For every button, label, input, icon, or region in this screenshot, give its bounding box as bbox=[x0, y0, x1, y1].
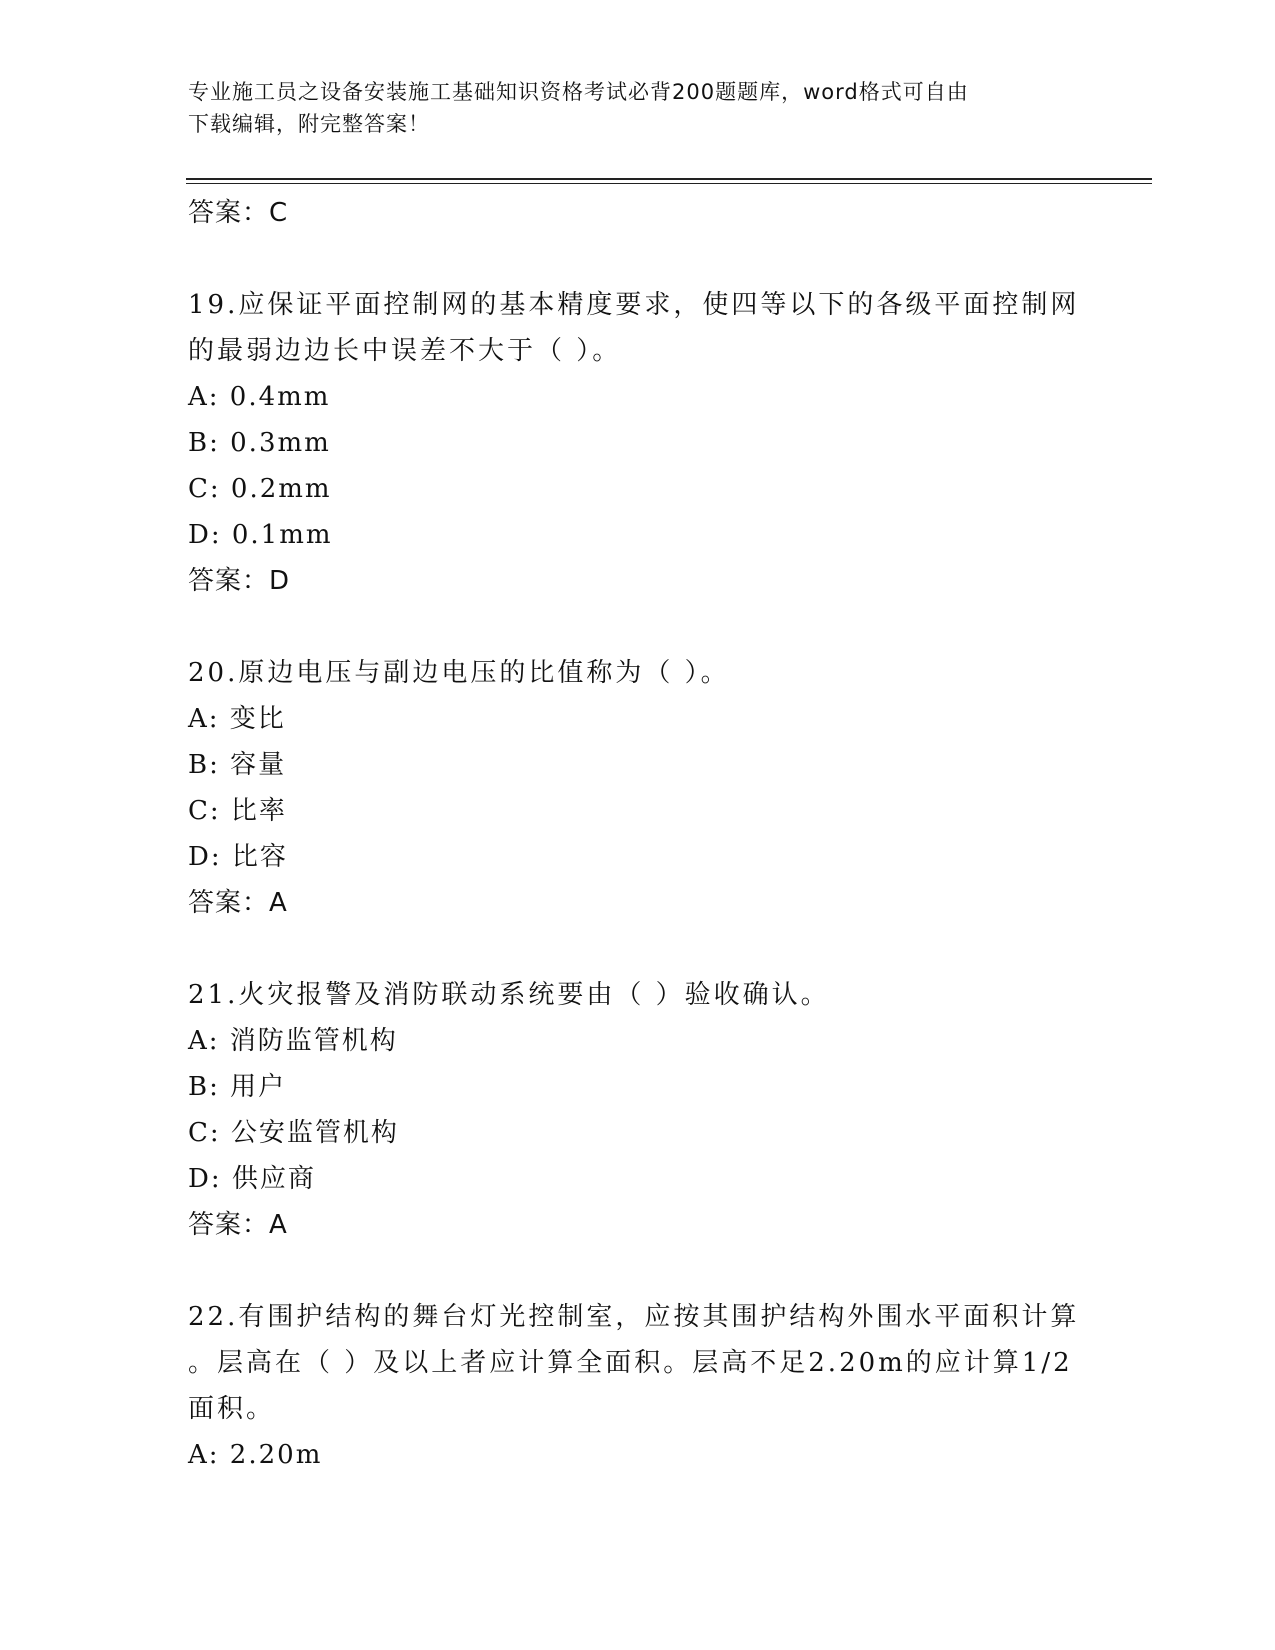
question-stem-line: 面积。 bbox=[188, 1394, 276, 1424]
option-d: D: 比容 bbox=[188, 842, 288, 872]
option-b: B: 0.3mm bbox=[188, 428, 331, 458]
header-line-2: 下载编辑，附完整答案！ bbox=[188, 112, 430, 136]
question-stem-line: 20.原边电压与副边电压的比值称为（ ）。 bbox=[188, 658, 730, 688]
option-d: D: 供应商 bbox=[188, 1164, 316, 1194]
question-answer: 答案：D bbox=[188, 566, 291, 596]
option-a: A: 消防监管机构 bbox=[188, 1026, 398, 1056]
option-d: D: 0.1mm bbox=[188, 520, 333, 550]
header-divider-thick bbox=[186, 178, 1152, 180]
header-divider-thin bbox=[186, 183, 1152, 184]
header-line-1: 专业施工员之设备安装施工基础知识资格考试必背200题题库，word格式可自由 bbox=[188, 80, 969, 104]
question-stem-line: 19.应保证平面控制网的基本精度要求，使四等以下的各级平面控制网 bbox=[188, 290, 1080, 320]
spacer bbox=[188, 1248, 1088, 1294]
question-19 bbox=[188, 282, 1088, 604]
question-stem-line: 。层高在（ ）及以上者应计算全面积。层高不足2.20m的应计算1/2 bbox=[188, 1348, 1073, 1378]
question-answer: 答案：A bbox=[188, 1210, 288, 1240]
previous-answer: 答案：C bbox=[188, 198, 289, 228]
option-b: B: 用户 bbox=[188, 1072, 287, 1102]
option-c: C: 公安监管机构 bbox=[188, 1118, 399, 1148]
option-a: A: 2.20m bbox=[188, 1440, 323, 1470]
spacer bbox=[188, 926, 1088, 972]
option-c: C: 比率 bbox=[188, 796, 287, 826]
spacer bbox=[188, 604, 1088, 650]
option-a: A: 0.4mm bbox=[188, 382, 331, 412]
question-stem-line: 22.有围护结构的舞台灯光控制室，应按其围护结构外围水平面积计算 bbox=[188, 1302, 1080, 1332]
option-b: B: 容量 bbox=[188, 750, 287, 780]
document-header bbox=[188, 76, 1088, 140]
question-list bbox=[188, 190, 1088, 1478]
spacer bbox=[188, 236, 1088, 282]
option-a: A: 变比 bbox=[188, 704, 286, 734]
question-20 bbox=[188, 650, 1088, 926]
question-stem-line: 21.火灾报警及消防联动系统要由（ ）验收确认。 bbox=[188, 980, 830, 1010]
question-22 bbox=[188, 1294, 1088, 1478]
question-stem-line: 的最弱边边长中误差不大于（ ）。 bbox=[188, 336, 622, 366]
question-answer: 答案：A bbox=[188, 888, 288, 918]
option-c: C: 0.2mm bbox=[188, 474, 332, 504]
question-21 bbox=[188, 972, 1088, 1248]
